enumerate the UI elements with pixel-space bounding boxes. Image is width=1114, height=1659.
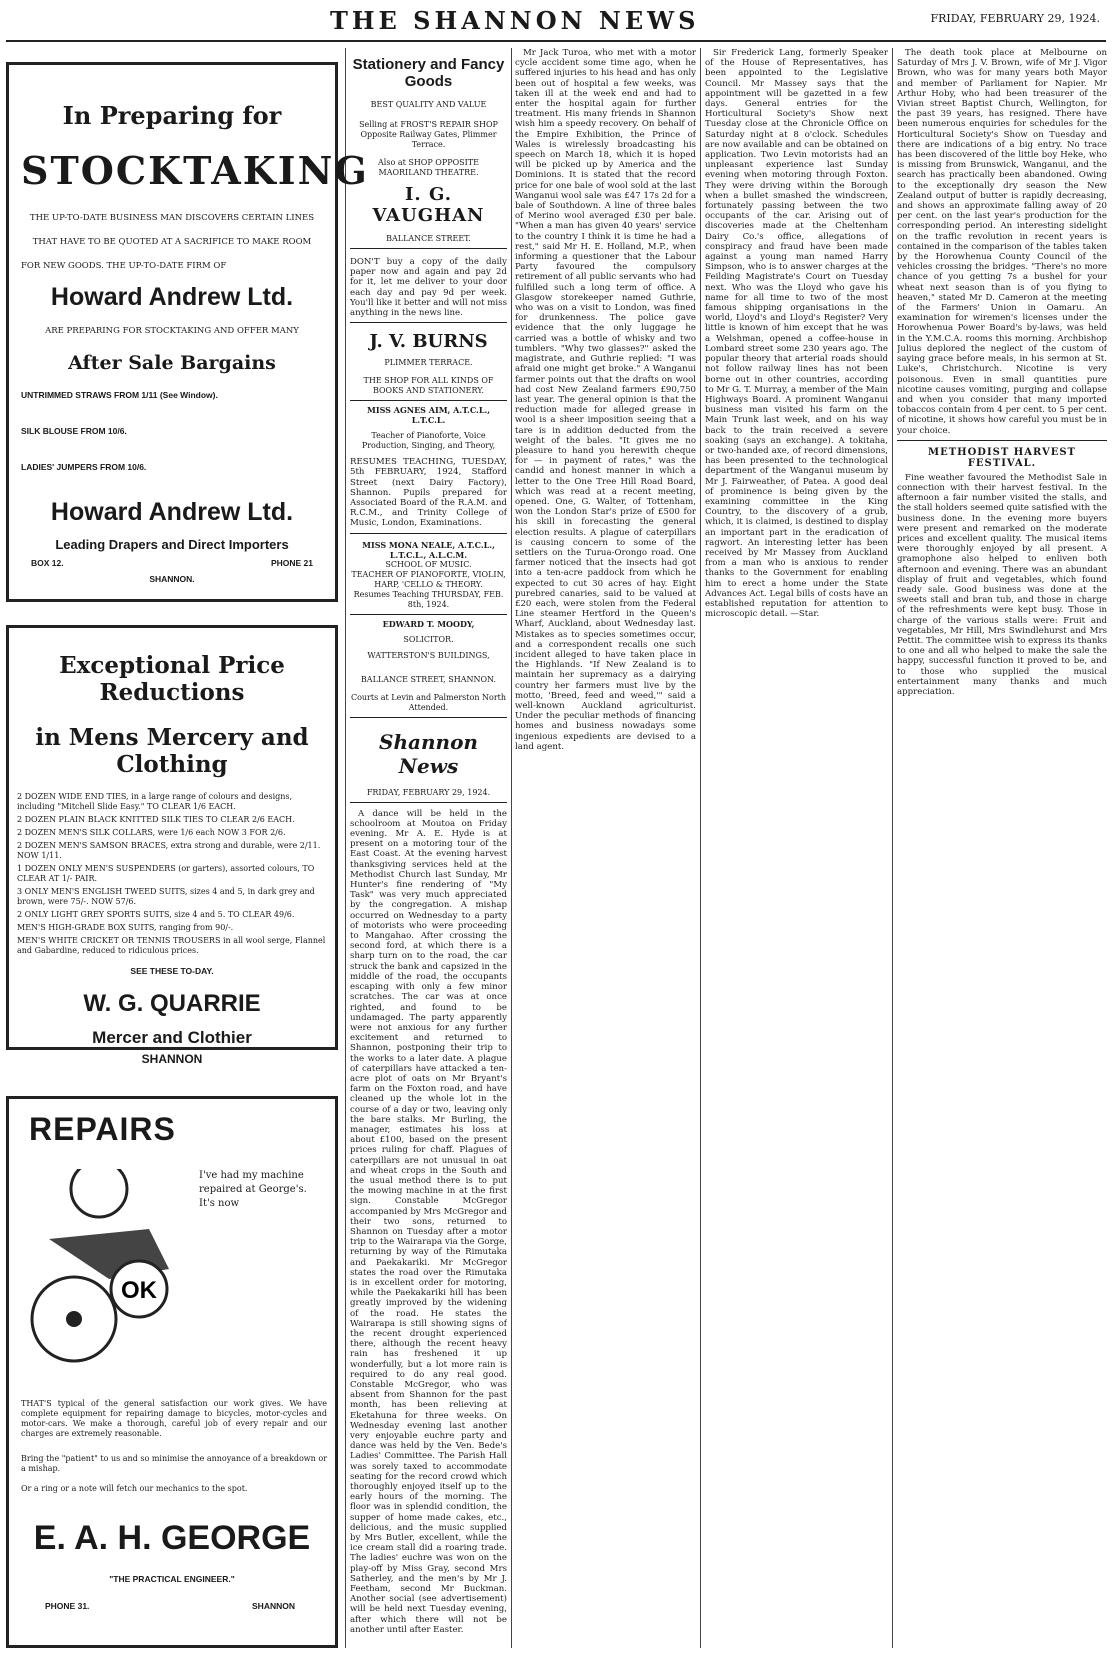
stocktaking-heading: In Preparing for [62,101,282,130]
firm-name: E. A. H. GEORGE [33,1519,311,1557]
stocktaking-title: STOCKTAKING [21,148,369,193]
firm-name: W. G. QUARRIE [83,990,261,1017]
neale-school: SCHOOL OF MUSIC. [385,559,472,569]
news-column-text: Sir Frederick Lang, formerly Speaker of the House of Representatives, has been appointed to the Legislative Council. Mr Massey says that the appointment will be gazetted in a few days. General entries for the Horticultural Society's Show next Tuesday close at the Chronicle Office on Saturday night at 8 o'clock. Schedules are now available and can be obtained on application. Two Levin motorists had an unpleasant experience last Sunday evening when motoring through Foxton. They were driving within the Borough when a bullet smashed the windscreen, fortunately passing between the two occupants of the car. Arising out of discoveries made at the Cheltenham Dairy Co.'s office, allegations of conspiracy and fraud have been made against a young man named Harry Simpson, who is to answer charges at the Feilding Magistrate's Court on Tuesday next. Who was the Lloyd who gave his name for all time to two of the most famous shipping organisations in the world, Lloyd's and Lloyd's Register? Very little is known of him except that he was a Welshman, opened a coffee-house in Lombard street some 230 years ago. The popular theory that arterial roads should not follow railway lines has not been borne out in other countries, according to Mr G. T. Murray, a member of the Main Highways Board. A prominent Wanganui business man visited his farm on the Main Trunk last week, and on his way back to the train received a severe soaking (says an exchange). A tokitaha, or two-handed axe, of record dimensions, has been presented to the technological department of the Wanganui museum by Mr J. Fairweather, of Patea. A good deal of prominence is being given by the examining committee in the King Country, to the discovery of a grub, which, it is claimed, is destined to display an important part in the eradication of ragwort. An interesting letter has been received by Mr Massey from Auckland from a man who is anxious to render thanks to the Government for enabling him to erect a home under the State Advances Act. Legal bills of costs have an established reputation for attention to microscopic detail. —Star. [705,48,888,620]
stocktaking-line: THE UP-TO-DATE BUSINESS MAN DISCOVERS CERTAIN LINES [29,213,315,223]
repairs-heading: REPAIRS [29,1111,176,1147]
methodist-text: Fine weather favoured the Methodist Sale in connection with their harvest festival. In the afternoon a fair number visited the stalls, and the stall holders seemed quite satisfied with the business done. In the evening more buyers were present and remarked on the moderate prices and excellent quality. The musical items were thoroughly enjoyed by all present. A gramophone also helped to enliven both afternoon and evening. There was an abundant display of fruit and vegetables, which found ready sale. Good business was done at the sweets stall and bran tub, and those in charge of the refreshments were kept busy. Those in charge of the various stalls were: Fruit and vegetables, Mr Hill, Mrs Swindlehurst and Mrs Pettit. The committee wish to express its thanks to one and all who helped to make the sale the happy, successful function it proved to be, and to those who supplied the musical entertainment many thanks and much appreciation. [897,472,1107,697]
masthead [0,0,1114,40]
column-5 [897,48,1107,1648]
stocktaking-line: THAT HAVE TO BE QUOTED AT A SACRIFICE TO MAKE ROOM [32,237,312,247]
mercery-item: 2 DOZEN MEN'S SILK COLLARS, were 1/6 each NOW 3 FOR 2/6. [17,828,286,837]
bargain-item: UNTRIMMED STRAWS FROM 1/11 (See Window). [21,390,218,400]
mercery-ad [6,625,338,1066]
mercery-item: 2 DOZEN PLAIN BLACK KNITTED SILK TIES TO CLEAR 2/6 EACH. [17,815,295,824]
column-divider [511,48,512,1648]
stationery-text: Selling at FROST'S REPAIR SHOP Opposite Railway Gates, Plimmer Terrace. [359,120,498,149]
neale-heading: MISS MONA NEALE, A.T.C.L., L.T.C.L., A.L.C.M. [362,539,495,560]
mercery-item: 2 ONLY LIGHT GREY SPORTS SUITS, size 4 and 5. TO CLEAR 49/6. [17,910,295,919]
moody-title: SOLICITOR. [403,634,454,644]
firm-tagline: Leading Drapers and Direct Importers [55,537,289,552]
neale-teacher: TEACHER OF PIANOFORTE, VIOLIN, HARP, 'CELLO & THEORY. [351,569,506,589]
stationery-text: Also at SHOP OPPOSITE MAORILAND THEATRE. [378,158,479,177]
firm-name: Howard Andrew Ltd. [50,498,294,526]
news-column-text: The death took place at Melbourne on Saturday of Mrs J. V. Brown, wife of Mr J. Vigor Brown, who was for many years both Mayor and member of Parliament for Napier. Mr Arthur Hoby, who had been treasurer of the Vivian street Baptist Church, Wellington, for the past 39 years, has resigned. There have been numerous enquiries for schedules for the Horticultural Society's Show on Tuesday and there are indications of a big entry. No trace has been discovered of the little boy Heke, who is missing from Brunswick, Wanganui, and the search has practically been abandoned. Owing to the exceptionally dry season the New Zealand output of butter is rapidly decreasing, and shows an approximate falling away of 20 per cent. on the last year's production for the corresponding period. An interesting sidelight on the traffic revolution in recent years is contained in the comparison of the tables taken by the Horowhenua County Council of the vehicles crossing the bridges. "There's no more chance of you getting 7s a bushel for your wheat next season than is of you flying to heaven," stated Mr D. Cameron at the meeting of the Farmers' Union in Oamaru. An examination for wiremen's licenses under the Horowhenua Power Board's by-laws, was held in the Y.M.C.A. rooms this morning. Archbishop Julius deplored the neglect of the custom of saying grace before meals, in his sermon at St. Luke's, Christchurch. Nicotine is very poisonous. Even in small quantities pure nicotine causes vomiting, purging and collapse and when you consider that many imported tobaccos contain from 4 per cent. to 5 per cent. of nicotine, it shows how careful you must be in your choice. [897,48,1107,436]
vaughan-name: I. G. VAUGHAN [372,184,485,226]
mercery-item: 2 DOZEN WIDE END TIES, in a large range of colours and designs, including "Mitchell Slide Easy." TO CLEAR 1/6 EACH. [17,792,293,811]
burns-street: PLIMMER TERRACE. [384,358,473,368]
column-2 [350,48,507,1648]
mercery-item: MEN'S WHITE CRICKET OR TENNIS TROUSERS in all wool serge, Flannel and Gabardine, reduced to ridiculous prices. [17,936,326,955]
mercery-item: 1 DOZEN ONLY MEN'S SUSPENDERS (or garters), assorted colours, TO CLEAR AT 1/- PAIR. [17,864,315,883]
stocktaking-ad [6,62,369,602]
bargain-item: LADIES' JUMPERS FROM 10/6. [21,462,147,472]
column-divider [892,48,893,1648]
masthead-rule [6,40,1106,42]
motorcycle-illustration [19,1169,189,1369]
news-column-text: Mr Jack Turoa, who met with a motor cycle accident some time ago, when he suffered injuries to his head and has only been out of hospital a few weeks, was taken ill at the week end and had to enter the hospital again for further treatment. His many friends in Shannon wish him a speedy recovery. On behalf of the Empire Exhibition, the Prince of Wales is wirelessly broadcasting his speech on March 18, which it is hoped will be picked up by America and the Dominions. It is stated that the record price for one bale of wool sold at the last Wanganui wool sale was £47 17s 2d for a bale of Southdown. A line of three bales of Merino wool averaged £30 per bale. "When a man has given 40 years' service to the country I think it is time he had a rest," said Mr H. E. Holland, M.P., when informing a questioner that the Labour Party favoured the compulsory retirement of all public servants who had fulfilled such a long term of office. A Glasgow storekeeper named Guthrie, who was on a visit to London, was fined for drunkenness. The police gave evidence that the only luggage he carried was a bottle of whisky and two tumblers. "Why two glasses?" asked the magistrate, and Guthrie replied: "I was afraid one might get broke." A Wanganui farmer points out that the drafts on wool had cost New Zealand farmers £90,750 last year. The general opinion is that the reduction made for alleged grease in wool is a sheer imposition seeing that a tare is in addition deducted from the weight of the bales. "It gives me no pleasure to hand you herewith cheque for — in payment of rates," was the candid and honest manner in which a letter to the One Tree Hill Road Board, which was read at a recent meeting, opened. One, G. Walter, of Tottenham, won the London Star's prize of £500 for his skill in forecasting the general election results. A plague of caterpillars is causing concern to some of the settlers on the Turua-Orongo road. One farmer noticed that the insects had got into a ten-acre paddock from which he expected to cut 30 acres of hay. Eight purebred canaries, said to be valued at £20 each, were stolen from the Federal Line steamer Hertford in the Queen's Wharf, Auckland, about Wednesday last. Mistakes as to species sometimes occur, and a correspondent recalls one such incident alleged to have taken place in the Highlands. "If New Zealand is to maintain her supremacy as a dairying country her farmers must live by the motto, 'Breed, feed and weed,'" said a well-known Auckland agriculturist. Under the peculiar methods of financing homes and business nowadays some ingenious expedients are devised to a land agent. [515,48,696,752]
burns-tagline: THE SHOP FOR ALL KINDS OF BOOKS AND STATIONERY. [363,376,494,396]
town-name: SHANNON. [149,574,195,584]
mercery-item: 3 ONLY MEN'S ENGLISH TWEED SUITS, sizes 4 and 5, in dark grey and brown, were 75/-. NOW 57/6. [17,887,315,906]
aim-heading: MISS AGNES AIM, A.T.C.L., L.T.C.L. [366,405,491,426]
stocktaking-line: ARE PREPARING FOR STOCKTAKING AND OFFER MANY [45,326,299,336]
bargains-heading: After Sale Bargains [68,352,276,374]
nameplate-date: FRIDAY, FEBRUARY 29, 1924. [366,787,491,797]
moody-heading: EDWARD T. MOODY, [382,618,475,629]
column-divider [345,48,346,1648]
newspaper-title: THE SHANNON NEWS [330,6,700,35]
box-number: BOX 12. [31,558,64,568]
moody-courts: Courts at Levin and Palmerston North Attended. [350,692,507,712]
aim-text: RESUMES TEACHING, TUESDAY, 5th FEBRUARY, 1924, Stafford Street (next Dairy Factory), Shannon. Pupils prepared for Associated Board of the R.A.M. and R.C.M., and Trinity College of Music, London, Examinations. [350,457,507,529]
mercery-item: 2 DOZEN MEN'S SAMSON BRACES, extra strong and durable, were 2/11. NOW 1/11. [17,841,321,860]
mercery-items [17,792,327,956]
town-name: SHANNON [252,1601,295,1611]
vaughan-street: BALLANCE STREET. [386,234,471,243]
repairs-copy: Bring the "patient" to us and so minimise the annoyance of a breakdown or a mishap. [21,1454,327,1473]
mercery-heading: Exceptional Price Reductions [59,652,285,706]
paper-ad: DON'T buy a copy of the daily paper now and again and pay 2d for it, let me deliver to your door each day and pay 9d per week. You'll like it better and will not miss anything in the news line. [350,257,507,319]
methodist-heading: METHODIST HARVEST FESTIVAL. [928,446,1076,469]
shannon-news-nameplate: Shannon News [379,729,478,778]
neale-resumes: Resumes Teaching THURSDAY, FEB. 8th, 1924. [353,589,504,609]
stationery-heading: Stationery and Fancy Goods [352,56,505,90]
firm-trade: Mercer and Clothier [92,1028,252,1047]
stocktaking-line: FOR NEW GOODS. THE UP-TO-DATE FIRM OF [21,261,227,271]
local-news: A dance will be held in the schoolroom at Moutoa on Friday evening. Mr A. E. Hyde is at present on a motoring tour of the East Coast. At the evening harvest thanksgiving services held at the Methodist Church last Sunday, Mr Hunter's fine rendering of "My Task" was very much appreciated by the congregation. A mishap occurred on Wednesday to a party of motorists who were proceeding to Mangahao. After crossing the second ford, at which there is a sharp turn on to the road, the car struck the bank and capsized in the middle of the road, the occupants escaping with only a few minor scratches. The car was at once righted, and found to be undamaged. The party apparently were not anxious for any further excitement and returned to Shannon, postponing their trip to the works to a later date. A plague of caterpillars have attacked a ten-acre plot of oats on Mr Bryant's farm on the Foxton road, and have cleaned up the whole lot in the course of a day or two, leaving only the bare stalks. Mr Burling, the manager, estimates his loss at about £100, based on the present prices ruling for chaff. Plagues of caterpillars are not unusual in oat and wheat crops in the South and the usual method there is to put the mowing machine in at the first sign. Constable McGregor accompanied by Mrs McGregor and their two sons, returned to Shannon on Tuesday after a motor trip to the Wairarapa via the Gorge, returning by way of the Rimutaka and Paekakariki. Mr McGregor states the road over the Rimutaka is in excellent order for motoring, while the Paekakariki hill has been greatly improved by the widening of the road. He states the Wairarapa is still showing signs of the recent drought experienced there, although the recent heavy rain has freshened it up wonderfully, but a lot more rain is required to do any real good. Constable McGregor, who was absent from Shannon for the past month, has been relieving at Eketahuna for three weeks. On Wednesday evening last another very enjoyable euchre party and dance was held by the Ven. Bede's Ladies' Committee. The Parish Hall was sorely taxed to accommodate seating for the record crowd which thoroughly enjoyed itself up to the early hours of the morning. The floor was in splendid condition, the supper of home made cakes, etc., delicious, and the music supplied by Mrs Butler, excellent, while the ice cream stall did a roaring trade. The ladies' euchre was won on the play-off by Miss Gray, second Mrs Satherley, and the men's by Mr J. Feetham, second Mr Buckman. Another social (see advertisement) will be held next Tuesday evening, after which there will not be another until after Easter. [350,808,507,1635]
firm-name: Howard Andrew Ltd. [50,283,294,311]
issue-date: FRIDAY, FEBRUARY 29, 1924. [930,12,1100,25]
mercery-item: MEN'S HIGH-GRADE BOX SUITS, ranging from 90/-. [17,923,234,932]
repairs-copy: Or a ring or a note will fetch our mechanics to the spot. [21,1484,248,1493]
column-4 [705,48,888,1648]
phone-number: PHONE 31. [45,1601,90,1611]
see-these: SEE THESE TO-DAY. [130,966,214,976]
burns-name: J. V. BURNS [369,331,488,353]
aim-text: Teacher of Pianoforte, Voice Production, Singing, and Theory, [361,431,496,451]
mercery-heading: in Mens Mercery and Clothing [35,724,309,778]
column-3 [515,48,696,1648]
stationery-quality: BEST QUALITY AND VALUE [370,100,487,109]
contact-row [21,558,323,570]
ok-text: OK [121,1277,157,1304]
moody-building: WATTERSTON'S BUILDINGS, [367,650,490,660]
moody-address: BALLANCE STREET, SHANNON. [360,674,497,684]
repairs-copy: THAT'S typical of the general satisfaction our work gives. We have complete equipment for repairing damage to bicycles, motor-cycles and motor-cars. We make a thorough, careful job of every repair and our charges are extremely reasonable. [21,1399,327,1438]
repairs-ad [6,1096,338,1648]
column-divider [700,48,701,1648]
town-name: SHANNON [141,1052,203,1066]
firm-tagline: "THE PRACTICAL ENGINEER." [109,1574,235,1584]
repairs-quote: I've had my machine repaired at George's. It's now [199,1170,307,1209]
phone-number: PHONE 21 [270,558,313,568]
bargain-item: SILK BLOUSE FROM 10/6. [21,426,127,436]
